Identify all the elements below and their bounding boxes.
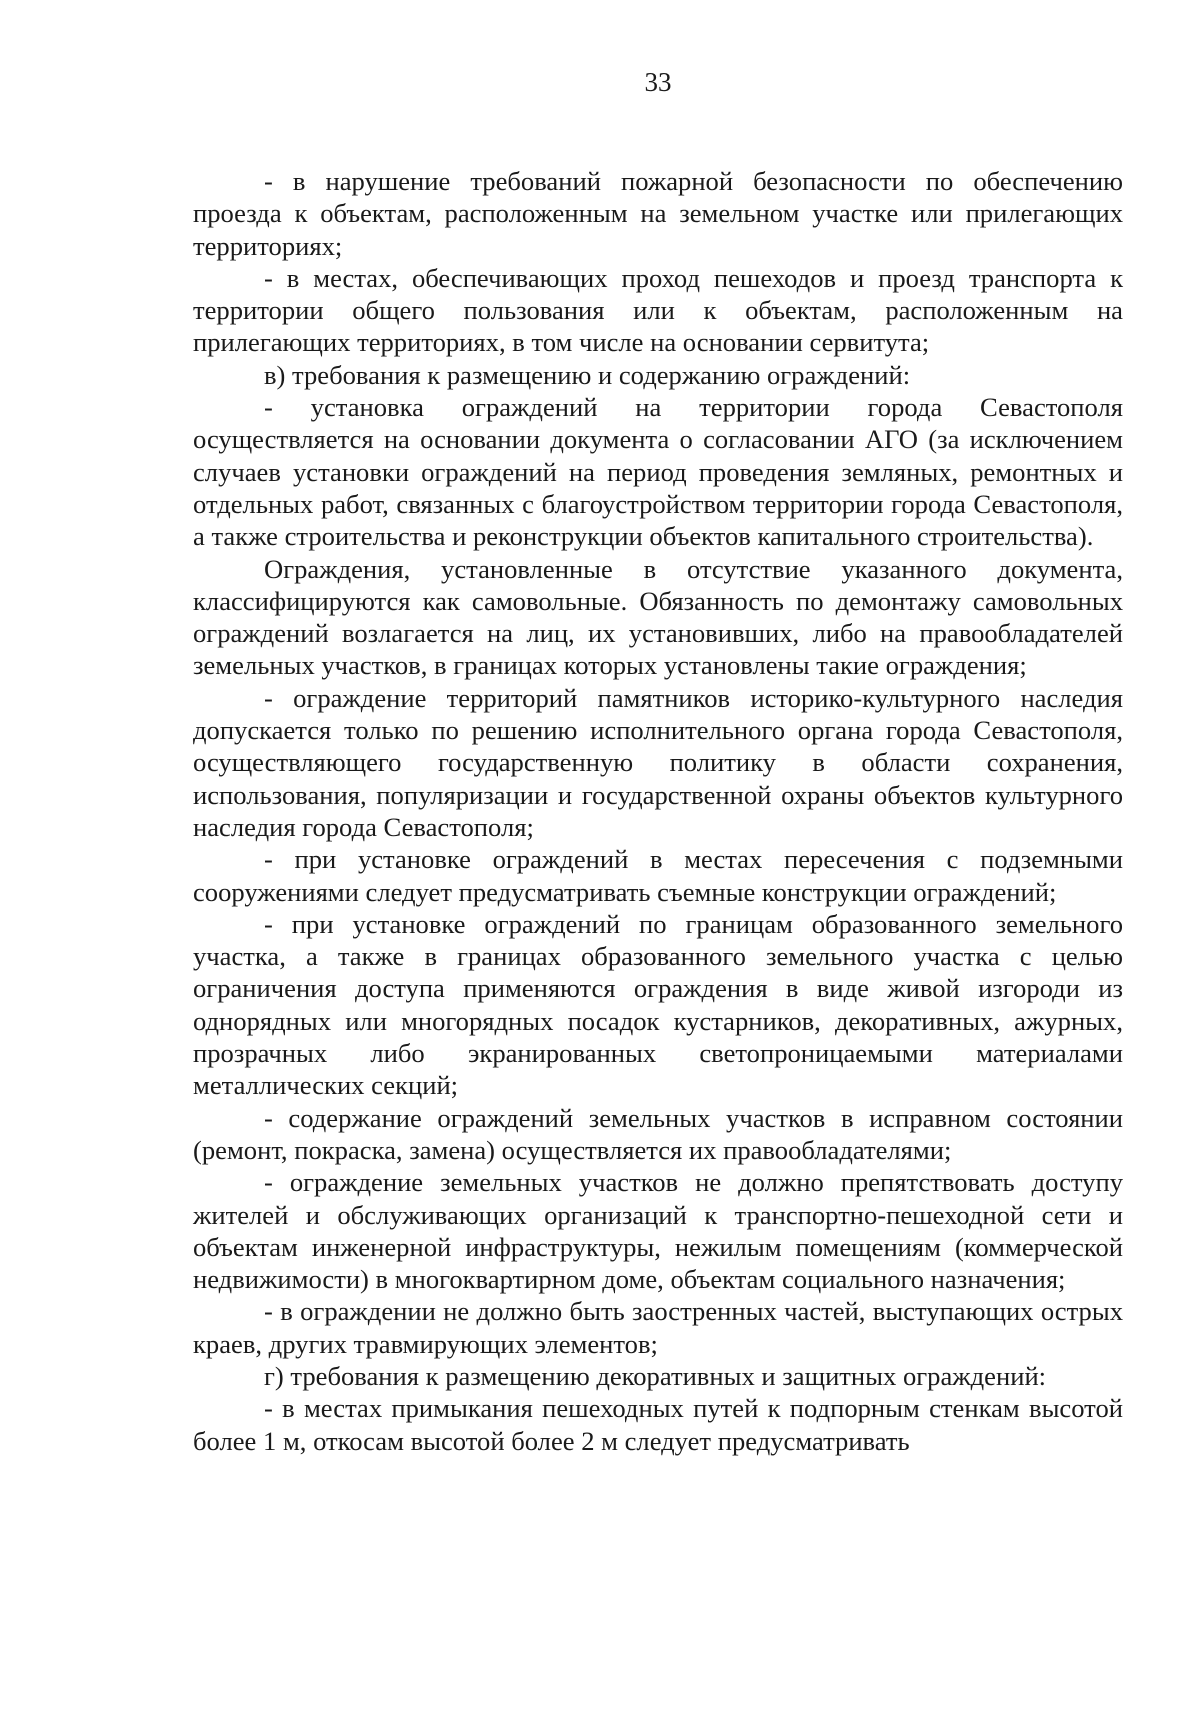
paragraph: - содержание ограждений земельных участков в исправном состоянии (ремонт, покраска, замена) осуществляется их правообладателями; [193, 1102, 1123, 1165]
paragraph: - ограждение территорий памятников историко-культурного наследия допускается только по решению исполнительного органа города Севастополя, осуществляющего государственную политику в области сохранения, использования, популяризации и государственной охраны объектов культурного наследия города Севастополя; [193, 682, 1123, 842]
paragraph: г) требования к размещению декоративных и защитных ограждений: [264, 1360, 1047, 1391]
paragraph: - в нарушение требований пожарной безопасности по обеспечению проезда к объектам, расположенным на земельном участке или прилегающих территориях; [193, 166, 1123, 261]
paragraph: - установка ограждений на территории города Севастополя осуществляется на основании документа о согласовании АГО (за исключением случаев установки ограждений на период проведения земляных, ремонтных и отдельных работ, связанных с благоустройством территории города Севастополя, а также строительства и реконструкции объектов капитального строительства). [193, 392, 1123, 552]
paragraph: - в ограждении не должно быть заостренных частей, выступающих острых краев, других травмирующих элементов; [193, 1296, 1123, 1359]
paragraph: - при установке ограждений по границам образованного земельного участка, а также в границах образованного земельного участка с целью ограничения доступа применяются ограждения в виде живой изгороди из однорядных или многорядных посадок кустарников, декоративных, ажурных, прозрачных либо экранированных светопроницаемыми материалами металлических секций; [193, 908, 1123, 1101]
page-number: 33 [644, 67, 672, 97]
paragraph: в) требования к размещению и содержанию ограждений: [264, 359, 911, 390]
document-body [193, 165, 1123, 1457]
paragraph: - при установке ограждений в местах пересечения с подземными сооружениями следует предусматривать съемные конструкции ограждений; [193, 844, 1123, 907]
paragraph: - в местах, обеспечивающих проход пешеходов и проезд транспорта к территории общего пользования или к объектам, расположенным на прилегающих территориях, в том числе на основании сервитута; [193, 262, 1123, 358]
paragraph: - в местах примыкания пешеходных путей к подпорным стенкам высотой более 1 м, откосам высотой более 2 м следует предусматривать [193, 1393, 1123, 1456]
paragraph: Ограждения, установленные в отсутствие указанного документа, классифицируются как самовольные. Обязанность по демонтажу самовольных ограждений возлагается на лиц, их установивших, либо на правообладателей земельных участков, в границах которых установлены такие ограждения; [193, 553, 1123, 681]
paragraph: - ограждение земельных участков не должно препятствовать доступу жителей и обслуживающих организаций к транспортно-пешеходной сети и объектам инженерной инфраструктуры, нежилым помещениям (коммерческой недвижимости) в многоквартирном доме, объектам социального назначения; [193, 1167, 1123, 1295]
